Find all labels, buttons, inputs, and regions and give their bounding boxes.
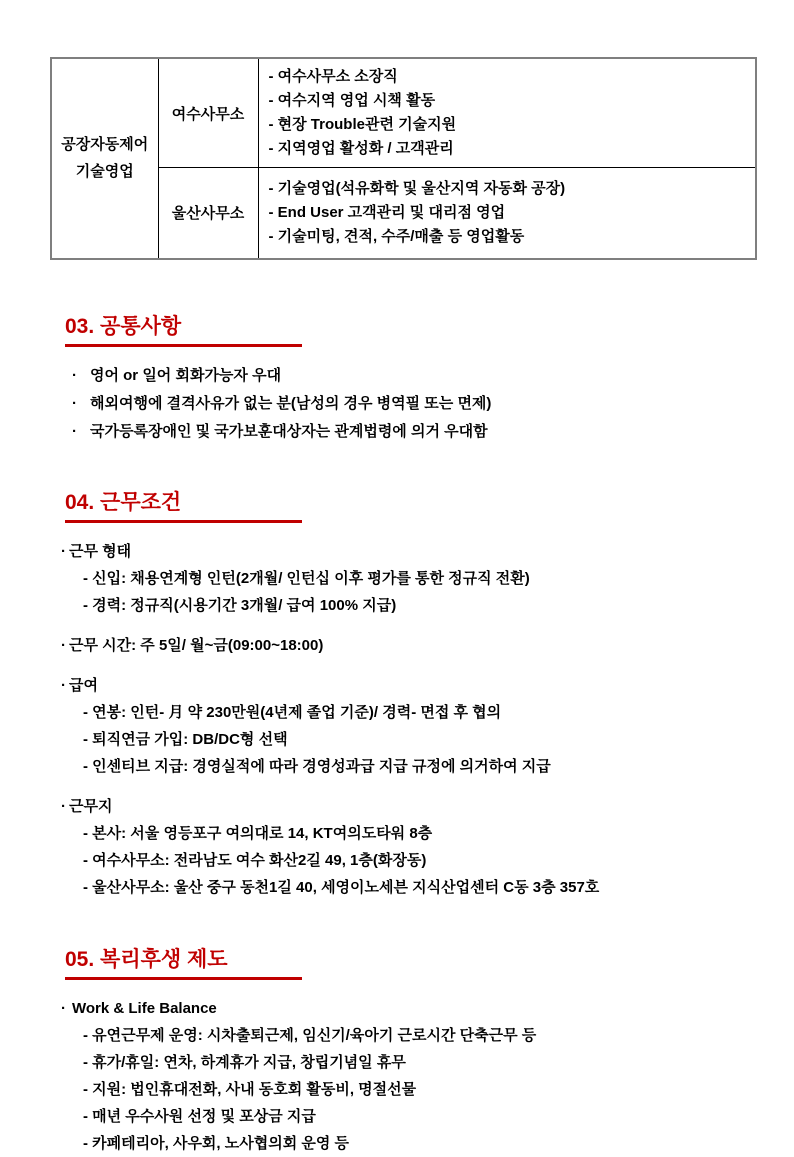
duty-item: - 현장 Trouble관련 기술지원 [268,116,457,133]
job-positions-table [50,57,757,260]
list-item: - 유연근무제 운영: 시차출퇴근제, 임신기/육아기 근로시간 단축근무 등 [83,1026,537,1044]
list-item-text: 근무 형태 [69,542,132,560]
list-item: - 본사: 서울 영등포구 여의대로 14, KT여의도타워 8층 [83,824,433,842]
list-item: - 퇴직연금 가입: DB/DC형 선택 [83,730,288,748]
item-group [50,793,755,901]
item-group [50,995,755,1157]
list-item [50,418,755,446]
list-item-text: 근무지 [69,797,113,815]
list-item: - 카페테리아, 사우회, 노사협의회 운영 등 [83,1134,350,1152]
table-row [51,58,756,168]
table-cell-duties [258,168,756,259]
bullet-icon: · [72,366,77,384]
list-item: - 연봉: 인턴- 月 약 230만원(4년제 졸업 기준)/ 경력- 면접 후 협의 [83,703,502,721]
table-cell-category [51,58,158,259]
list-item-text: Work & Life Balance [72,999,217,1017]
list-item-text: 근무 시간: 주 5일/ 월~금(09:00~18:00) [69,636,324,654]
duty-item: - 여수지역 영업 시책 활동 [268,92,436,109]
bullet-icon: · [61,999,66,1017]
list-item: - 휴가/휴일: 연차, 하계휴가 지급, 창립기념일 휴무 [83,1053,406,1071]
list-item: - 신입: 채용연계형 인턴(2개월/ 인턴십 이후 평가를 통한 정규직 전환) [83,569,530,587]
list-item [50,632,755,659]
list-item: - 경력: 정규직(시용기간 3개월/ 급여 100% 지급) [83,596,397,614]
table-cell-office: 울산사무소 [158,168,258,259]
table-cell-duties [258,58,756,168]
list-item: - 지원: 법인휴대전화, 사내 동호회 활동비, 명절선물 [83,1080,417,1098]
bullet-icon: · [72,422,77,440]
section-items [50,538,755,901]
list-item-text: 급여 [69,676,98,694]
duty-item: - 여수사무소 소장직 [268,68,398,85]
section-benefits [50,943,755,1157]
bullet-icon: · [61,676,66,694]
bullet-icon: · [61,797,66,815]
section-items [50,362,755,446]
duty-item: - End User 고객관리 및 대리점 영업 [268,203,506,221]
category-line: 기술영업 [75,163,134,181]
list-item [50,995,755,1022]
bullet-icon: · [61,542,66,560]
bullet-icon: · [72,394,77,412]
section-items [50,995,755,1157]
duty-item: - 기술영업(석유화학 및 울산지역 자동화 공장) [268,179,566,197]
item-group [50,538,755,619]
table-cell-office: 여수사무소 [158,58,258,168]
list-item-text: 해외여행에 결격사유가 없는 분(남성의 경우 병역필 또는 면제) [90,394,492,412]
section-heading: 04. 근무조건 [65,486,302,523]
section-heading: 05. 복리후생 제도 [65,943,302,980]
list-item [50,538,755,565]
list-item: - 울산사무소: 울산 중구 동천1길 40, 세영이노세븐 지식산업센터 C동 3층 357호 [83,878,600,896]
duty-item: - 기술미팅, 견적, 수주/매출 등 영업활동 [268,227,525,245]
list-item [50,672,755,699]
item-group [50,632,755,659]
section-heading: 03. 공통사항 [65,310,302,347]
list-item: - 여수사무소: 전라남도 여수 화산2길 49, 1층(화장동) [83,851,427,869]
list-item: - 인센티브 지급: 경영실적에 따라 경영성과급 지급 규정에 의거하여 지급 [83,757,551,775]
section-common-requirements [50,310,755,446]
list-item [50,362,755,390]
duty-item: - 지역영업 활성화 / 고객관리 [268,140,454,157]
list-item-text: 영어 or 일어 회화가능자 우대 [90,366,282,384]
category-line: 공장자동제어 [61,136,149,154]
list-item [50,390,755,418]
item-group [50,672,755,780]
section-working-conditions [50,486,755,901]
list-item [50,793,755,820]
list-item: - 매년 우수사원 선정 및 포상금 지급 [83,1107,316,1125]
list-item-text: 국가등록장애인 및 국가보훈대상자는 관계법령에 의거 우대함 [90,422,488,440]
bullet-icon: · [61,636,66,654]
